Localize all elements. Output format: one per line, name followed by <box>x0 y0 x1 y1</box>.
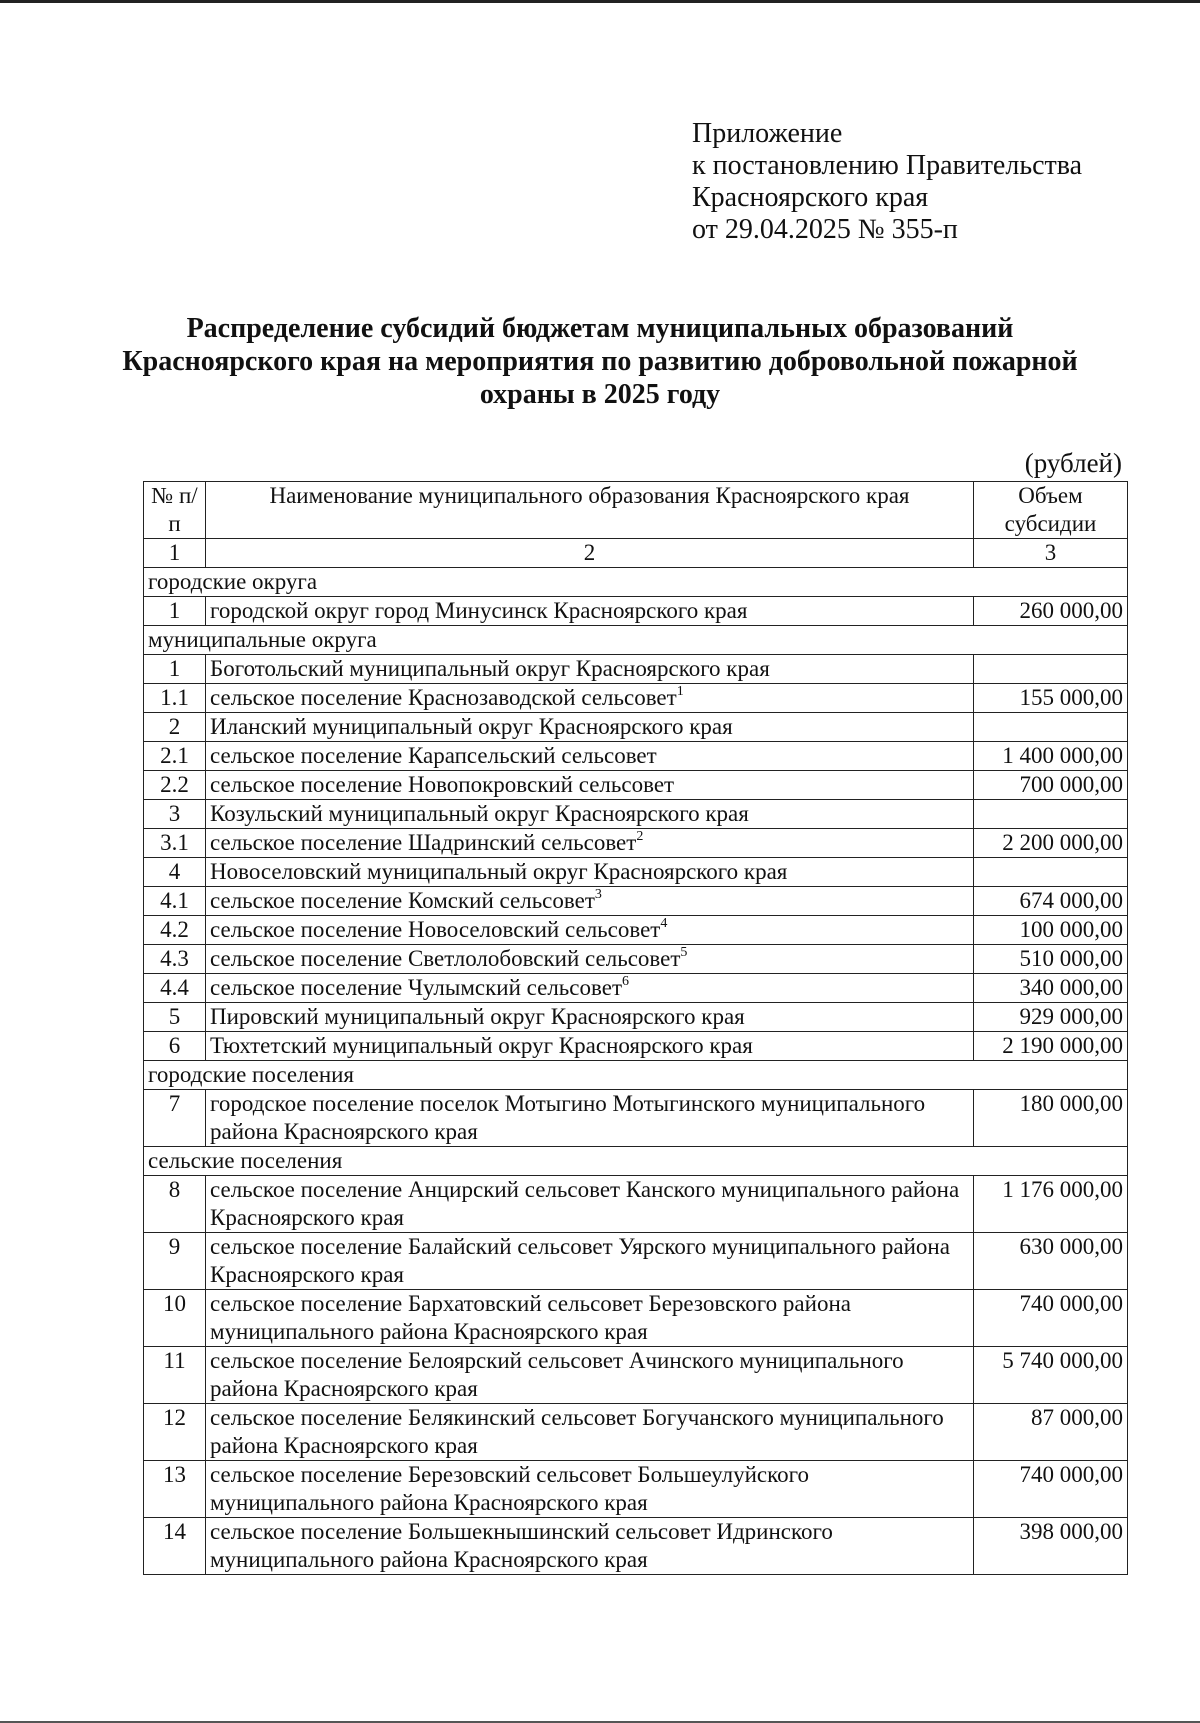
row-name: сельское поселение Краснозаводской сельсовет <box>210 685 677 710</box>
row-name-cell <box>206 742 974 771</box>
row-name: сельское поселение Бархатовский сельсовет Березовского района муниципального района Красноярского края <box>210 1291 851 1344</box>
footnote-marker: 4 <box>660 916 668 931</box>
row-amount <box>974 800 1128 829</box>
row-number: 1 <box>144 597 206 626</box>
group-row <box>144 568 1128 597</box>
row-name-cell <box>206 1404 974 1461</box>
row-name: сельское поселение Балайский сельсовет Уярского муниципального района Красноярского края <box>210 1234 950 1287</box>
row-name-cell <box>206 1347 974 1404</box>
row-name-cell <box>206 1290 974 1347</box>
row-name: Новоселовский муниципальный округ Красноярского края <box>210 859 788 884</box>
footnote-marker: 1 <box>676 684 684 699</box>
group-row <box>144 1061 1128 1090</box>
table-row <box>144 916 1128 945</box>
row-number: 10 <box>144 1290 206 1347</box>
table-row <box>144 1090 1128 1147</box>
row-name: сельское поселение Белякинский сельсовет Богучанского муниципального района Красноярского края <box>210 1405 944 1458</box>
group-row <box>144 626 1128 655</box>
row-amount <box>974 655 1128 684</box>
table-row <box>144 887 1128 916</box>
row-name-cell <box>206 916 974 945</box>
row-name: сельское поселение Карапсельский сельсовет <box>210 743 657 768</box>
row-amount: 398 000,00 <box>974 1518 1128 1575</box>
row-number: 4.3 <box>144 945 206 974</box>
row-name-cell <box>206 1233 974 1290</box>
row-name: сельское поселение Березовский сельсовет Большеулуйского муниципального района Красноярского края <box>210 1462 809 1515</box>
row-amount: 87 000,00 <box>974 1404 1128 1461</box>
table-row <box>144 1233 1128 1290</box>
row-name-cell <box>206 945 974 974</box>
row-number: 8 <box>144 1176 206 1233</box>
row-number: 6 <box>144 1032 206 1061</box>
table-row <box>144 771 1128 800</box>
group-label: сельские поселения <box>144 1147 1128 1176</box>
title-line-2: Красноярского края на мероприятия по развитию добровольной пожарной <box>122 346 1078 377</box>
row-amount: 1 400 000,00 <box>974 742 1128 771</box>
row-name-cell <box>206 1176 974 1233</box>
row-name: сельское поселение Большекнышинский сельсовет Идринского муниципального района Красноярского края <box>210 1519 833 1572</box>
title-line-1: Распределение субсидий бюджетам муниципальных образований <box>186 313 1014 344</box>
row-name-cell <box>206 1032 974 1061</box>
row-amount: 510 000,00 <box>974 945 1128 974</box>
table-row <box>144 1290 1128 1347</box>
row-number: 7 <box>144 1090 206 1147</box>
row-number: 2.2 <box>144 771 206 800</box>
row-amount: 5 740 000,00 <box>974 1347 1128 1404</box>
row-name: сельское поселение Анцирский сельсовет Канского муниципального района Красноярского края <box>210 1177 960 1230</box>
header-amount: Объем субсидии <box>974 482 1128 539</box>
row-number: 1 <box>144 655 206 684</box>
footnote-marker: 5 <box>680 945 688 960</box>
table-row <box>144 1404 1128 1461</box>
row-amount: 1 176 000,00 <box>974 1176 1128 1233</box>
row-name: Иланский муниципальный округ Красноярского края <box>210 714 733 739</box>
row-amount: 674 000,00 <box>974 887 1128 916</box>
footnote-marker: 3 <box>594 887 602 902</box>
table-row <box>144 655 1128 684</box>
row-amount: 2 190 000,00 <box>974 1032 1128 1061</box>
row-number: 4 <box>144 858 206 887</box>
row-number: 4.2 <box>144 916 206 945</box>
row-amount: 260 000,00 <box>974 597 1128 626</box>
row-name: сельское поселение Чулымский сельсовет <box>210 975 622 1000</box>
row-number: 13 <box>144 1461 206 1518</box>
row-name: городское поселение поселок Мотыгино Мотыгинского муниципального района Красноярского края <box>210 1091 926 1144</box>
row-number: 3.1 <box>144 829 206 858</box>
table-row <box>144 684 1128 713</box>
row-number: 14 <box>144 1518 206 1575</box>
row-name-cell <box>206 684 974 713</box>
col-number-3: 3 <box>974 539 1128 568</box>
row-name: Пировский муниципальный округ Красноярского края <box>210 1004 745 1029</box>
row-name-cell <box>206 771 974 800</box>
row-name-cell <box>206 655 974 684</box>
row-name: сельское поселение Новопокровский сельсовет <box>210 772 675 797</box>
row-name-cell <box>206 1090 974 1147</box>
subsidy-table <box>143 481 1128 1575</box>
table-row <box>144 597 1128 626</box>
footnote-marker: 6 <box>622 974 629 989</box>
row-number: 2 <box>144 713 206 742</box>
row-name: сельское поселение Комский сельсовет <box>210 888 595 913</box>
row-name-cell <box>206 1003 974 1032</box>
row-number: 2.1 <box>144 742 206 771</box>
row-name-cell <box>206 858 974 887</box>
title-line-3: охраны в 2025 году <box>479 379 721 410</box>
footnote-marker: 2 <box>636 829 644 844</box>
row-amount: 2 200 000,00 <box>974 829 1128 858</box>
table-row <box>144 829 1128 858</box>
row-name: сельское поселение Белоярский сельсовет Ачинского муниципального района Красноярского края <box>210 1348 904 1401</box>
row-name-cell <box>206 597 974 626</box>
document-title <box>120 312 1080 411</box>
appendix-line-2: к постановлению Правительства <box>692 150 1083 181</box>
col-number-2: 2 <box>206 539 974 568</box>
row-name-cell <box>206 829 974 858</box>
group-label: городские округа <box>144 568 1128 597</box>
table-row <box>144 945 1128 974</box>
table-body <box>144 568 1128 1575</box>
table-row <box>144 1347 1128 1404</box>
row-amount: 700 000,00 <box>974 771 1128 800</box>
appendix-line-3: Красноярского края <box>692 182 929 213</box>
table-row <box>144 858 1128 887</box>
table-row <box>144 1176 1128 1233</box>
table-row <box>144 742 1128 771</box>
row-amount: 100 000,00 <box>974 916 1128 945</box>
row-name-cell <box>206 1518 974 1575</box>
row-name: сельское поселение Шадринский сельсовет <box>210 830 637 855</box>
units-label: (рублей) <box>1024 448 1122 478</box>
row-number: 12 <box>144 1404 206 1461</box>
row-name: Боготольский муниципальный округ Красноярского края <box>210 656 770 681</box>
row-number: 1.1 <box>144 684 206 713</box>
row-name: сельское поселение Новоселовский сельсовет <box>210 917 661 942</box>
row-amount: 740 000,00 <box>974 1290 1128 1347</box>
table-row <box>144 1461 1128 1518</box>
row-amount: 180 000,00 <box>974 1090 1128 1147</box>
row-amount: 155 000,00 <box>974 684 1128 713</box>
column-number-row <box>144 539 1128 568</box>
row-amount: 340 000,00 <box>974 974 1128 1003</box>
row-name-cell <box>206 974 974 1003</box>
row-number: 11 <box>144 1347 206 1404</box>
row-amount <box>974 858 1128 887</box>
row-number: 9 <box>144 1233 206 1290</box>
row-name-cell <box>206 887 974 916</box>
row-number: 4.1 <box>144 887 206 916</box>
row-name-cell <box>206 1461 974 1518</box>
col-number-1: 1 <box>144 539 206 568</box>
header-name: Наименование муниципального образования Красноярского края <box>206 482 974 539</box>
table-row <box>144 1518 1128 1575</box>
table-row <box>144 713 1128 742</box>
row-name: Тюхтетский муниципальный округ Красноярского края <box>210 1033 753 1058</box>
appendix-block <box>692 118 1082 246</box>
row-name: городской округ город Минусинск Красноярского края <box>210 598 748 623</box>
table-row <box>144 800 1128 829</box>
row-name: Козульский муниципальный округ Красноярского края <box>210 801 749 826</box>
row-number: 3 <box>144 800 206 829</box>
row-amount: 929 000,00 <box>974 1003 1128 1032</box>
row-name-cell <box>206 800 974 829</box>
group-row <box>144 1147 1128 1176</box>
row-name-cell <box>206 713 974 742</box>
row-number: 4.4 <box>144 974 206 1003</box>
table-row <box>144 974 1128 1003</box>
table-header-row <box>144 482 1128 539</box>
table-row <box>144 1003 1128 1032</box>
table-row <box>144 1032 1128 1061</box>
group-label: городские поселения <box>144 1061 1128 1090</box>
header-num: № п/п <box>144 482 206 539</box>
scan-edge-top <box>0 0 1200 3</box>
row-name: сельское поселение Светлолобовский сельсовет <box>210 946 681 971</box>
row-amount <box>974 713 1128 742</box>
appendix-line-1: Приложение <box>692 118 843 149</box>
appendix-line-4: от 29.04.2025 № 355-п <box>692 214 958 245</box>
row-amount: 740 000,00 <box>974 1461 1128 1518</box>
row-amount: 630 000,00 <box>974 1233 1128 1290</box>
group-label: муниципальные округа <box>144 626 1128 655</box>
row-number: 5 <box>144 1003 206 1032</box>
